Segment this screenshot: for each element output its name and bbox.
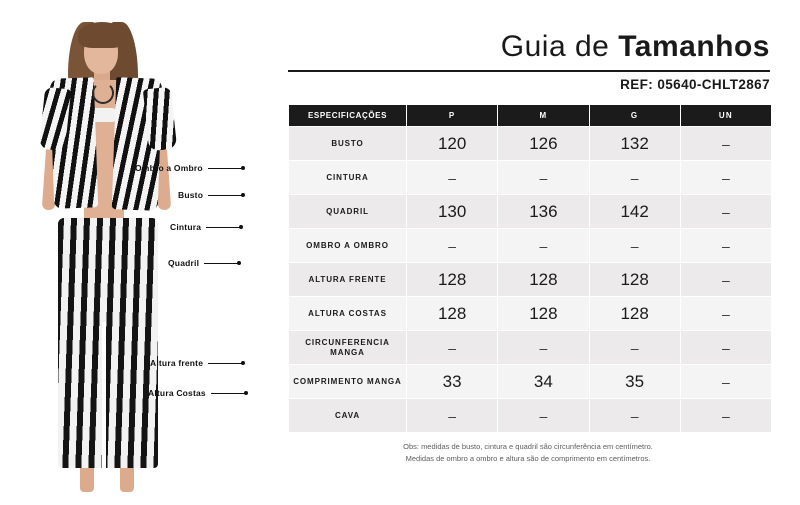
model-illustration <box>28 22 188 500</box>
cell-value: 128 <box>407 263 498 297</box>
row-label: ALTURA FRENTE <box>289 263 407 297</box>
page-title <box>288 30 770 64</box>
callout-label: Cintura <box>170 222 202 232</box>
cell-value: – <box>680 331 771 365</box>
pants-leg-split <box>102 322 106 468</box>
cell-value: – <box>680 263 771 297</box>
note-line-2: Medidas de ombro a ombro e altura são de comprimento em centímetros. <box>405 453 651 463</box>
column-header-m: M <box>498 105 589 127</box>
hair-top <box>78 22 126 48</box>
callout-label: Altura Costas <box>148 388 206 398</box>
cell-value: 128 <box>589 297 680 331</box>
cell-value: 142 <box>589 195 680 229</box>
cell-value: 120 <box>407 127 498 161</box>
cell-value: – <box>407 331 498 365</box>
cell-value: – <box>589 161 680 195</box>
cell-value: – <box>498 161 589 195</box>
callout-dot <box>241 193 245 197</box>
callout-dot <box>241 166 245 170</box>
column-header-p: P <box>407 105 498 127</box>
callout-cintura <box>170 222 243 232</box>
measurement-notes <box>288 441 772 464</box>
table-row <box>289 365 772 399</box>
cell-value: 128 <box>589 263 680 297</box>
cell-value: 126 <box>498 127 589 161</box>
table-row <box>289 161 772 195</box>
table-row <box>289 399 772 433</box>
cell-value: – <box>680 229 771 263</box>
callout-dot <box>239 225 243 229</box>
cell-value: – <box>589 331 680 365</box>
size-guide-panel <box>280 0 800 505</box>
row-label: CIRCUNFERENCIA MANGA <box>289 331 407 365</box>
column-header-g: G <box>589 105 680 127</box>
table-row <box>289 195 772 229</box>
cell-value: – <box>498 399 589 433</box>
cell-value: 128 <box>498 263 589 297</box>
table-row <box>289 229 772 263</box>
table-row <box>289 331 772 365</box>
callout-altura-costas <box>148 388 248 398</box>
column-header-spec: ESPECIFICAÇÕES <box>289 105 407 127</box>
table-row <box>289 127 772 161</box>
callout-line <box>204 263 238 264</box>
cell-value: – <box>407 399 498 433</box>
title-divider <box>288 70 770 72</box>
table-head <box>289 105 772 127</box>
table-body <box>289 127 772 433</box>
callout-label: Quadril <box>168 258 200 268</box>
cell-value: – <box>680 195 771 229</box>
table-row <box>289 297 772 331</box>
row-label: CAVA <box>289 399 407 433</box>
callout-ombro-a-ombro <box>135 163 245 173</box>
row-label: QUADRIL <box>289 195 407 229</box>
cell-value: 130 <box>407 195 498 229</box>
cell-value: – <box>498 331 589 365</box>
cell-value: 33 <box>407 365 498 399</box>
cell-value: – <box>680 365 771 399</box>
row-label: OMBRO A OMBRO <box>289 229 407 263</box>
cell-value: 136 <box>498 195 589 229</box>
cell-value: 132 <box>589 127 680 161</box>
cell-value: – <box>407 161 498 195</box>
cell-value: – <box>498 229 589 263</box>
cell-value: – <box>680 297 771 331</box>
striped-pants <box>58 218 158 468</box>
note-line-1: Obs: medidas de busto, cintura e quadril são circunferência em centímetro. <box>403 442 653 451</box>
cell-value: 35 <box>589 365 680 399</box>
row-label: ALTURA COSTAS <box>289 297 407 331</box>
title-bold: Tamanhos <box>618 30 770 63</box>
row-label: CINTURA <box>289 161 407 195</box>
callout-label: Ombro a Ombro <box>135 163 203 173</box>
callout-line <box>208 168 242 169</box>
callout-dot <box>241 361 245 365</box>
callout-line <box>211 393 245 394</box>
callout-line <box>206 227 240 228</box>
cell-value: – <box>680 399 771 433</box>
callout-line <box>208 363 242 364</box>
callout-busto <box>178 190 245 200</box>
callout-dot <box>244 391 248 395</box>
cell-value: – <box>680 127 771 161</box>
cell-value: – <box>589 399 680 433</box>
measurements-table <box>288 104 772 433</box>
necklace <box>92 82 114 104</box>
table-row <box>289 263 772 297</box>
callout-dot <box>237 261 241 265</box>
callout-line <box>208 195 242 196</box>
callout-quadril <box>168 258 241 268</box>
callout-label: Busto <box>178 190 204 200</box>
cell-value: 128 <box>498 297 589 331</box>
guide-header <box>288 30 772 92</box>
cell-value: – <box>680 161 771 195</box>
model-photo <box>0 0 280 505</box>
sleeve-right <box>143 87 177 152</box>
cell-value: – <box>589 229 680 263</box>
cell-value: – <box>407 229 498 263</box>
cell-value: 34 <box>498 365 589 399</box>
column-header-un: UN <box>680 105 771 127</box>
callout-label: Altura frente <box>150 358 204 368</box>
product-reference: REF: 05640-CHLT2867 <box>620 77 770 92</box>
table-header-row <box>289 105 772 127</box>
title-light: Guia de <box>500 30 619 63</box>
callout-altura-frente <box>150 358 245 368</box>
row-label: BUSTO <box>289 127 407 161</box>
row-label: COMPRIMENTO MANGA <box>289 365 407 399</box>
cell-value: 128 <box>407 297 498 331</box>
